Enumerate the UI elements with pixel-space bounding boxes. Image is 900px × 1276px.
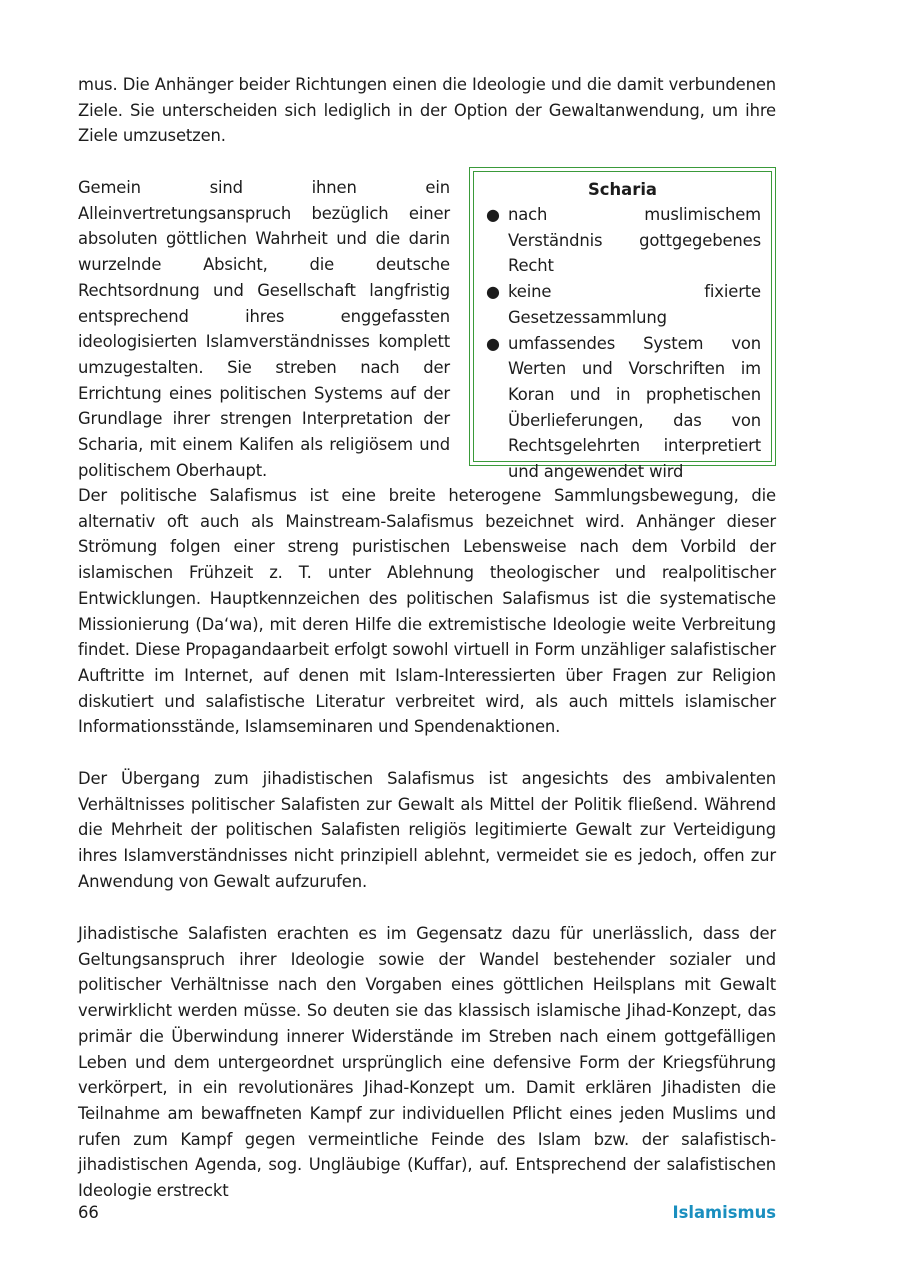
page-number: 66: [78, 1203, 99, 1222]
paragraph-text: Der politische Salafismus ist eine breite heterogene Sammlungsbewegung, die alternativ oft auch als Mainstream-Salafismus bezeichnet wird. Anhänger dieser Strömung folgen einer streng puristischen Lebensweise nach dem Vorbild der islamischen Frühzeit z. T. unter Ablehnung theologischer und realpolitischer Entwicklungen. Hauptkennzeichen des politischen Salafismus ist die systematische Missionierung (Da‘wa), mit deren Hilfe die extremistische Ideologie weite Verbreitung findet. Diese Propagandaarbeit erfolgt sowohl virtuell in Form unzähliger salafistischer Auftritte im Internet, auf denen mit Islam-Interessierten über Fragen zur Religion diskutiert und salafistische Literatur verbreitet wird, als auch mittels islamischer Informationsstände, Islamseminaren und Spendenaktionen.: [78, 486, 776, 737]
infobox-item-text: keine fixierte Gesetzessammlung: [508, 282, 761, 327]
bullet-icon: ●: [486, 282, 500, 302]
bullet-icon: ●: [486, 333, 500, 353]
bullet-icon: ●: [486, 205, 500, 224]
infobox-title: Scharia: [587, 180, 657, 199]
paragraph-scharia-context: [78, 175, 450, 483]
paragraph-transition: [78, 766, 776, 895]
infobox-item-text: umfassendes System von Werten und Vorschriften im Koran und in prophetischen Überlieferungen, das von Rechtsgelehrten interpretiert und angewendet wird: [508, 333, 761, 482]
infobox-list-item: [486, 331, 761, 485]
paragraph-intro: [78, 72, 776, 149]
infobox-list-item: [486, 279, 761, 330]
scharia-infobox: [469, 167, 776, 482]
paragraph-text: Der Übergang zum jihadistischen Salafismus ist angesichts des ambivalenten Verhältnisses politischer Salafisten zur Gewalt als Mittel der Politik fließend. Während die Mehrheit der politischen Salafisten religiös legitimierte Gewalt zur Verteidigung ihres Islamverständnisses nicht prinzipiell ablehnt, vermeidet sie es jedoch, offen zur Anwendung von Gewalt aufzurufen.: [78, 769, 776, 891]
infobox-list-item: [486, 202, 761, 279]
infobox-list: [474, 202, 771, 485]
paragraph-political-salafism: [78, 483, 776, 740]
paragraph-text: Gemein sind ihnen ein Alleinvertretungsanspruch bezüglich einer absoluten göttlichen Wahrheit und die darin wurzelnde Absicht, die deutsche Rechtsordnung und Gesellschaft langfristig entsprechend ihres enggefassten ideologisierten Islamverständnisses komplett umzugestalten. Sie streben nach der Errichtung eines politischen Systems auf der Grundlage ihrer strengen Interpretation der Scharia, mit einem Kalifen als religiösem und politischem Oberhaupt.: [78, 178, 450, 480]
infobox-item-text: nach muslimischem Verständnis gottgegebenes Recht: [508, 205, 761, 276]
paragraph-text: Jihadistische Salafisten erachten es im Gegensatz dazu für unerlässlich, dass der Geltungsanspruch ihrer Ideologie sowie der Wandel bestehender sozialer und politischer Verhältnisse nach den Vorgaben eines göttlichen Heilsplans mit Gewalt verwirklicht werden müsse. So deuten sie das klassisch islamische Jihad-Konzept, das primär die Überwindung innerer Widerstände im Streben nach einem gottgefälligen Leben und dem untergeordnet ursprünglich eine defensive Form der Kriegsführung verkörpert, in ein revolutionäres Jihad-Konzept um. Damit erklären Jihadisten die Teilnahme am bewaffneten Kampf zur individuellen Pflicht eines jeden Muslims und rufen zum Kampf gegen vermeintliche Feinde des Islam bzw. der salafistisch-jihadistischen Agenda, sog. Ungläubige (Kuffar), auf. Entsprechend der salafistischen Ideologie erstreckt: [78, 924, 776, 1201]
paragraph-text: mus. Die Anhänger beider Richtungen einen die Ideologie und die damit verbundenen Ziele. Sie unterscheiden sich lediglich in der Option der Gewaltanwendung, um ihre Ziele umzusetzen.: [78, 75, 776, 146]
section-title: Islamismus: [672, 1203, 776, 1222]
paragraph-jihadist-salafism: [78, 921, 776, 1204]
infobox-inner-frame: [473, 171, 772, 482]
